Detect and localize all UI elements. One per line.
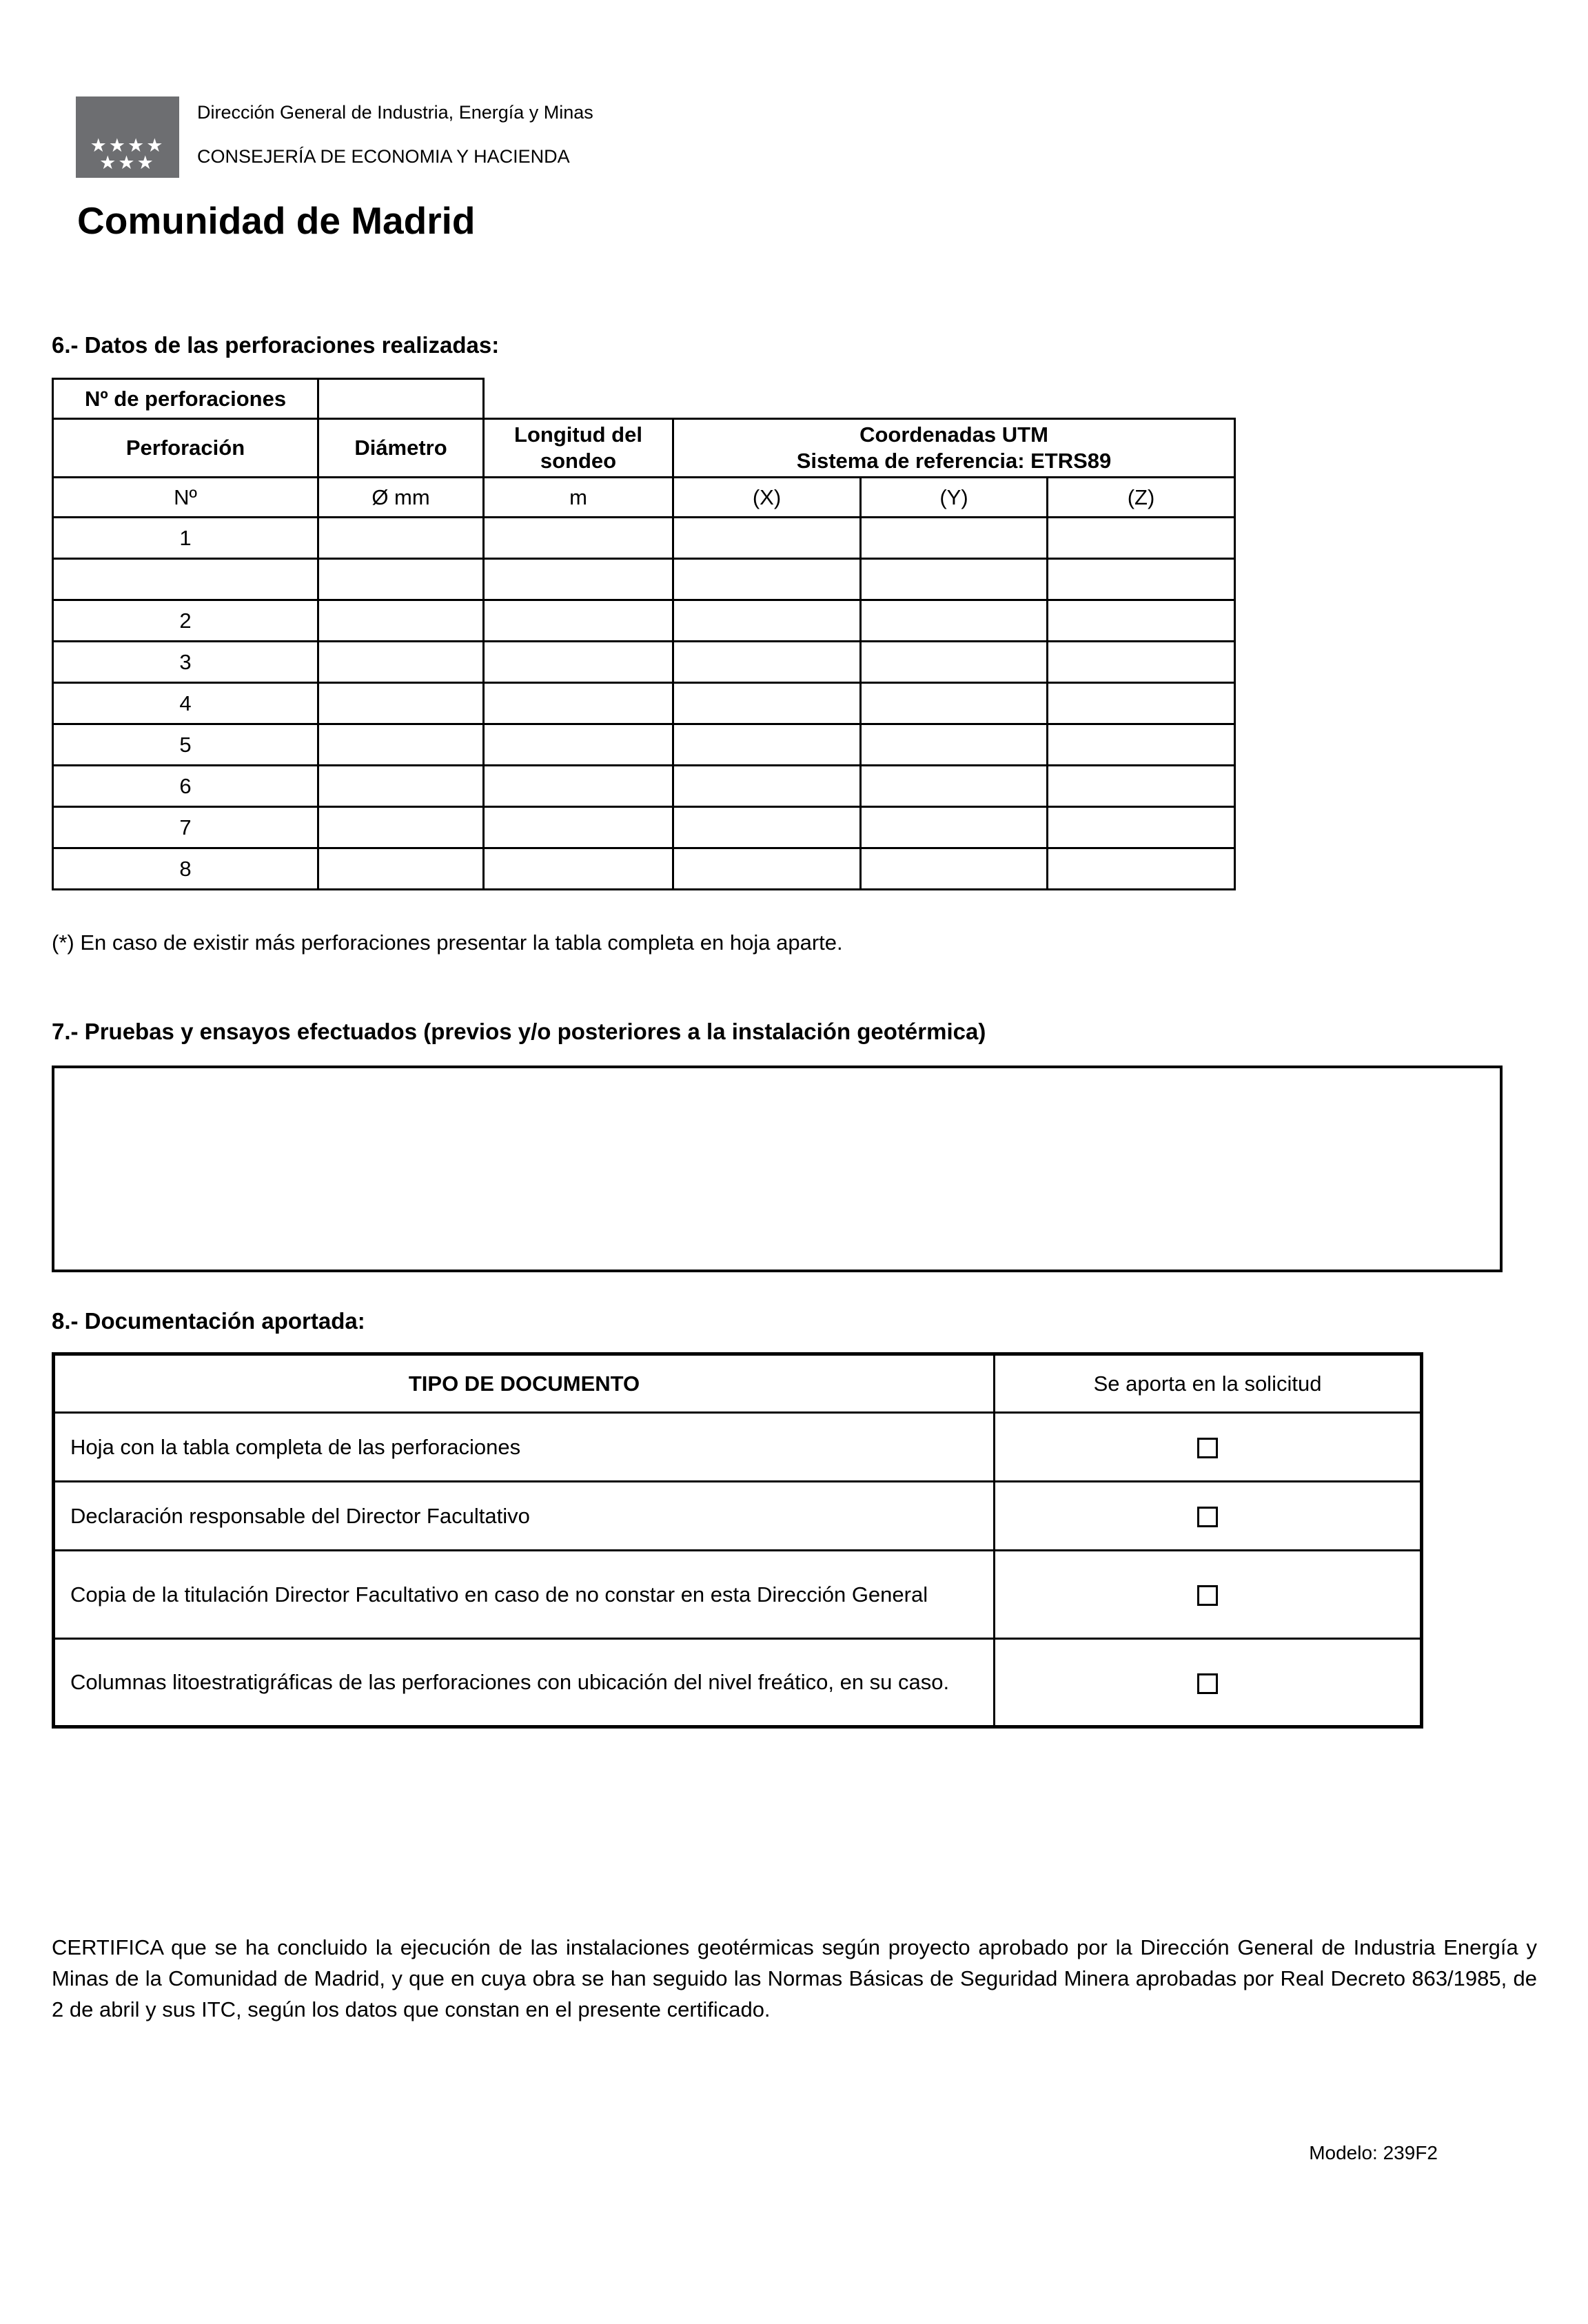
table-row bbox=[53, 600, 1235, 642]
coord-x-field[interactable] bbox=[673, 683, 861, 724]
checkbox[interactable] bbox=[1197, 1673, 1218, 1694]
perforation-number: 7 bbox=[53, 807, 318, 848]
diameter-field[interactable] bbox=[318, 683, 484, 724]
units-row bbox=[53, 478, 1235, 518]
table-row bbox=[53, 766, 1235, 807]
col-header-coordenadas bbox=[673, 419, 1235, 478]
document-type-label: Copia de la titulación Director Facultativo en caso de no constar en esta Dirección General bbox=[54, 1551, 995, 1639]
perforation-number: 6 bbox=[53, 766, 318, 807]
org-names bbox=[197, 96, 593, 167]
col-header-diametro: Diámetro bbox=[318, 419, 484, 478]
perforations-table bbox=[52, 418, 1236, 890]
diameter-field[interactable] bbox=[318, 642, 484, 683]
diameter-field[interactable] bbox=[318, 807, 484, 848]
table-row bbox=[53, 559, 1235, 600]
length-field[interactable] bbox=[484, 518, 673, 559]
documentation-table bbox=[52, 1352, 1423, 1729]
diameter-field[interactable] bbox=[318, 518, 484, 559]
perforation-number: 2 bbox=[53, 600, 318, 642]
coord-y-field[interactable] bbox=[861, 724, 1048, 766]
coord-x-field[interactable] bbox=[673, 518, 861, 559]
document-row bbox=[54, 1639, 1422, 1727]
documentation-header-row bbox=[54, 1354, 1422, 1413]
coord-y-field[interactable] bbox=[861, 559, 1048, 600]
count-row bbox=[53, 379, 484, 419]
diameter-field[interactable] bbox=[318, 559, 484, 600]
doc-provided-header: Se aporta en la solicitud bbox=[995, 1354, 1422, 1413]
coord-z-field[interactable] bbox=[1048, 683, 1235, 724]
form-model-number: Modelo: 239F2 bbox=[1309, 2142, 1438, 2163]
coord-z-field[interactable] bbox=[1048, 766, 1235, 807]
table-row bbox=[53, 724, 1235, 766]
diameter-field[interactable] bbox=[318, 848, 484, 890]
coord-y-field[interactable] bbox=[861, 600, 1048, 642]
comunidad-de-madrid-logo bbox=[76, 96, 179, 178]
coord-y-field[interactable] bbox=[861, 683, 1048, 724]
diameter-field[interactable] bbox=[318, 600, 484, 642]
length-field[interactable] bbox=[484, 683, 673, 724]
coord-z-field[interactable] bbox=[1048, 518, 1235, 559]
length-field[interactable] bbox=[484, 724, 673, 766]
table-row bbox=[53, 848, 1235, 890]
unit-metros: m bbox=[484, 478, 673, 518]
checkbox[interactable] bbox=[1197, 1507, 1218, 1527]
section8-title: 8.- Documentación aportada: bbox=[52, 1308, 365, 1334]
document-header bbox=[0, 0, 1588, 243]
coord-x-field[interactable] bbox=[673, 642, 861, 683]
coord-z-field[interactable] bbox=[1048, 724, 1235, 766]
length-field[interactable] bbox=[484, 807, 673, 848]
coord-y-field[interactable] bbox=[861, 642, 1048, 683]
col-header-longitud: Longitud del sondeo bbox=[484, 419, 673, 478]
section6-title: 6.- Datos de las perforaciones realizadas: bbox=[52, 332, 500, 358]
perforation-number: 5 bbox=[53, 724, 318, 766]
perforation-number: 8 bbox=[53, 848, 318, 890]
perforation-number bbox=[53, 559, 318, 600]
coord-x-field[interactable] bbox=[673, 600, 861, 642]
document-check-cell bbox=[995, 1551, 1422, 1639]
table-row bbox=[53, 518, 1235, 559]
stars-icon bbox=[90, 137, 165, 172]
coord-y-field[interactable] bbox=[861, 848, 1048, 890]
coord-z-field[interactable] bbox=[1048, 807, 1235, 848]
stars-row-1: ★★★★ bbox=[90, 135, 165, 156]
document-type-label: Hoja con la tabla completa de las perforaciones bbox=[54, 1413, 995, 1482]
length-field[interactable] bbox=[484, 600, 673, 642]
checkbox[interactable] bbox=[1197, 1438, 1218, 1458]
perforations-count-label: Nº de perforaciones bbox=[53, 379, 318, 419]
table-row bbox=[53, 642, 1235, 683]
org-line2: CONSEJERÍA DE ECONOMIA Y HACIENDA bbox=[197, 146, 570, 167]
unit-z: (Z) bbox=[1048, 478, 1235, 518]
document-row bbox=[54, 1482, 1422, 1551]
checkbox[interactable] bbox=[1197, 1585, 1218, 1606]
stars-row-2: ★★★ bbox=[99, 152, 156, 173]
unit-diametro: Ø mm bbox=[318, 478, 484, 518]
perforations-header-row bbox=[53, 419, 1235, 478]
perforation-number: 4 bbox=[53, 683, 318, 724]
coord-z-field[interactable] bbox=[1048, 600, 1235, 642]
perforations-count-table bbox=[52, 378, 485, 420]
coordenadas-line2: Sistema de referencia: ETRS89 bbox=[796, 449, 1112, 473]
coord-z-field[interactable] bbox=[1048, 848, 1235, 890]
coordenadas-line1: Coordenadas UTM bbox=[859, 422, 1048, 447]
coord-z-field[interactable] bbox=[1048, 559, 1235, 600]
section7-title: 7.- Pruebas y ensayos efectuados (previos y/o posteriores a la instalación geotérmica) bbox=[52, 1019, 986, 1044]
doc-type-header: TIPO DE DOCUMENTO bbox=[54, 1354, 995, 1413]
coord-z-field[interactable] bbox=[1048, 642, 1235, 683]
coord-y-field[interactable] bbox=[861, 807, 1048, 848]
coord-x-field[interactable] bbox=[673, 559, 861, 600]
document-check-cell bbox=[995, 1639, 1422, 1727]
diameter-field[interactable] bbox=[318, 766, 484, 807]
document-row bbox=[54, 1551, 1422, 1639]
document-type-label: Declaración responsable del Director Facultativo bbox=[54, 1482, 995, 1551]
perforation-number: 1 bbox=[53, 518, 318, 559]
unit-y: (Y) bbox=[861, 478, 1048, 518]
length-field[interactable] bbox=[484, 848, 673, 890]
length-field[interactable] bbox=[484, 642, 673, 683]
document-row bbox=[54, 1413, 1422, 1482]
perforations-footnote: (*) En caso de existir más perforaciones presentar la tabla completa en hoja aparte. bbox=[52, 930, 843, 955]
length-field[interactable] bbox=[484, 766, 673, 807]
coord-x-field[interactable] bbox=[673, 807, 861, 848]
diameter-field[interactable] bbox=[318, 724, 484, 766]
document-check-cell bbox=[995, 1482, 1422, 1551]
unit-numero: Nº bbox=[53, 478, 318, 518]
table-row bbox=[53, 807, 1235, 848]
document-type-label: Columnas litoestratigráficas de las perforaciones con ubicación del nivel freático, en su caso. bbox=[54, 1639, 995, 1727]
certification-text: CERTIFICA que se ha concluido la ejecución de las instalaciones geotérmicas según proyecto aprobado por la Dirección General de Industria Energía y Minas de la Comunidad de Madrid, y que en cuya obra se han seguido las Normas Básicas de Seguridad Minera aprobadas por Real Decreto 863/1985, de 2 de abril y sus ITC, según los datos que constan en el presente certificado. bbox=[52, 1935, 1537, 2021]
org-line1: Dirección General de Industria, Energía y Minas bbox=[197, 102, 593, 123]
coord-x-field[interactable] bbox=[673, 766, 861, 807]
length-field[interactable] bbox=[484, 559, 673, 600]
col-header-perforacion: Perforación bbox=[53, 419, 318, 478]
brand-title: Comunidad de Madrid bbox=[77, 199, 476, 242]
perforations-count-field[interactable] bbox=[318, 379, 484, 419]
coord-y-field[interactable] bbox=[861, 518, 1048, 559]
coord-x-field[interactable] bbox=[673, 848, 861, 890]
tests-input-area[interactable] bbox=[52, 1066, 1503, 1272]
unit-x: (X) bbox=[673, 478, 861, 518]
coord-y-field[interactable] bbox=[861, 766, 1048, 807]
coord-x-field[interactable] bbox=[673, 724, 861, 766]
table-row bbox=[53, 683, 1235, 724]
form-body bbox=[0, 332, 1588, 2025]
document-check-cell bbox=[995, 1413, 1422, 1482]
perforation-number: 3 bbox=[53, 642, 318, 683]
